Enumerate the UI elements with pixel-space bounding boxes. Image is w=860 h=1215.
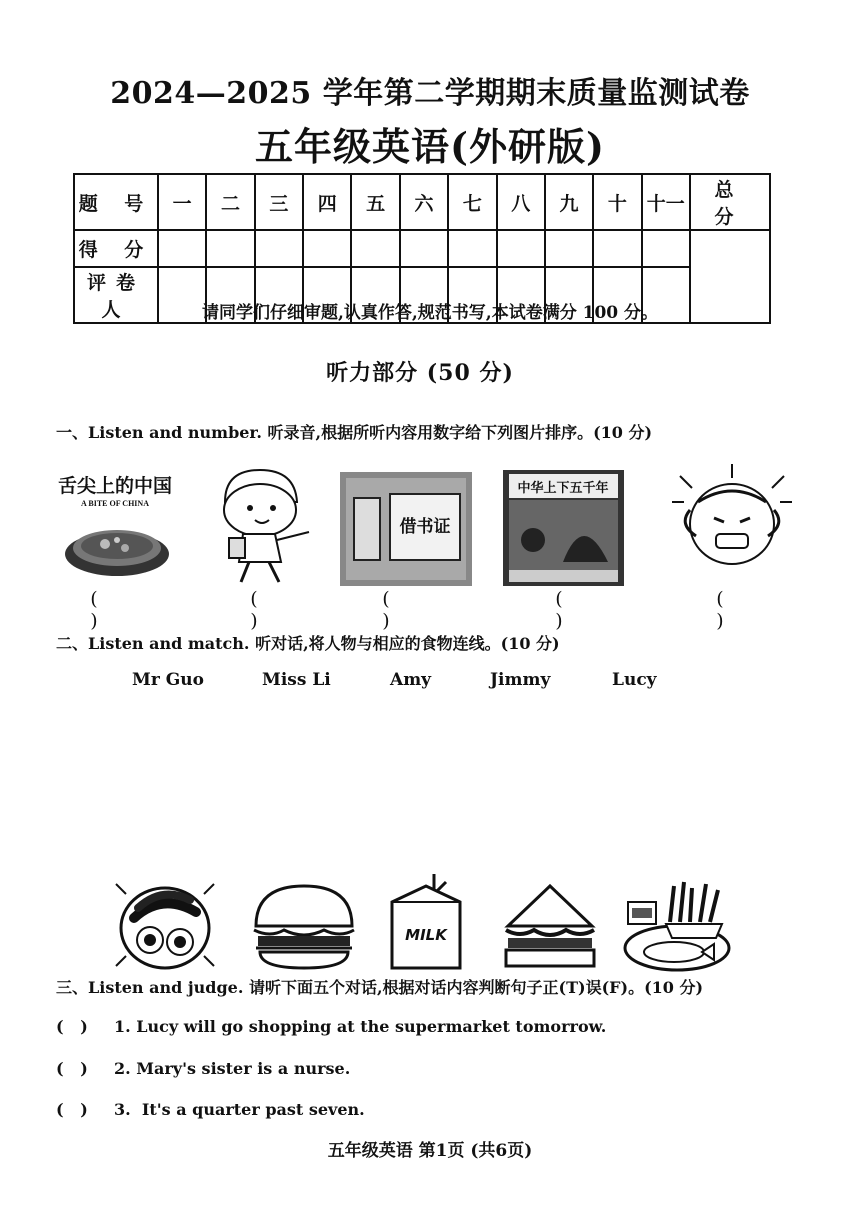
person-lucy[interactable]: Lucy (612, 670, 657, 690)
judge-blank-2[interactable]: ( ) (56, 1059, 88, 1078)
page-footer: 五年级英语 第1页 (共6页) (327, 1141, 533, 1161)
judge-text-1: 1. Lucy will go shopping at the supermarket tomorrow. (114, 1017, 607, 1036)
col-9: 九 (545, 174, 593, 230)
col-8: 八 (497, 174, 545, 230)
q1-instruction: 一、Listen and number. 听录音,根据所听内容用数字给下列图片排序。(10 分) (56, 423, 653, 442)
milk-carton-icon[interactable] (388, 872, 464, 972)
listening-section-title: 听力部分 (50 分) (326, 360, 514, 386)
documentary-caption: 舌尖上的中国 (57, 475, 173, 497)
score-cell[interactable] (593, 230, 641, 267)
col-11: 十一 (642, 174, 690, 230)
milk-label: MILK (405, 926, 447, 944)
col-6: 六 (400, 174, 448, 230)
score-cell[interactable] (448, 230, 496, 267)
judge-item-2 (56, 1059, 350, 1078)
exam-title: 2024—2025 学年第二学期期末质量监测试卷 (110, 76, 750, 111)
person-jimmy[interactable]: Jimmy (490, 670, 551, 690)
food-documentary-icon (55, 462, 180, 584)
score-cell[interactable] (303, 230, 351, 267)
judge-item-3 (56, 1100, 365, 1119)
row-label-grader: 评卷人 (74, 267, 158, 323)
col-4: 四 (303, 174, 351, 230)
person-amy[interactable]: Amy (390, 670, 432, 690)
score-cell[interactable] (255, 230, 303, 267)
q1-answer-blank-2[interactable]: ( ) (250, 588, 276, 632)
judge-item-1 (56, 1017, 606, 1036)
score-cell[interactable] (642, 230, 690, 267)
exam-notice: 请同学们仔细审题,认真作答,规范书写,本试卷满分 100 分。 (201, 303, 659, 323)
score-cell[interactable] (545, 230, 593, 267)
score-cell[interactable] (206, 230, 254, 267)
score-cell[interactable] (351, 230, 399, 267)
q1-answer-blank-3[interactable]: ( ) (382, 588, 408, 632)
sausage-egg-plate-icon[interactable] (112, 878, 218, 973)
col-5: 五 (351, 174, 399, 230)
sandwich-icon[interactable] (500, 880, 600, 972)
q1-answer-blank-1[interactable]: ( ) (90, 588, 116, 632)
score-cell[interactable] (158, 230, 206, 267)
hamburger-icon[interactable] (250, 882, 358, 972)
q2-instruction: 二、Listen and match. 听对话,将人物与相应的食物连线。(10 分) (56, 634, 560, 653)
score-cell[interactable] (497, 230, 545, 267)
library-card-icon (340, 472, 472, 586)
judge-text-3: 3. It's a quarter past seven. (114, 1100, 365, 1119)
score-cell[interactable] (400, 230, 448, 267)
col-1: 一 (158, 174, 206, 230)
col-3: 三 (255, 174, 303, 230)
fish-and-chips-icon[interactable] (622, 880, 732, 975)
row-label-score: 得 分 (74, 230, 158, 267)
q1-answer-blank-4[interactable]: ( ) (555, 588, 581, 632)
judge-blank-3[interactable]: ( ) (56, 1100, 88, 1119)
row-label-number: 题 号 (74, 174, 158, 230)
library-card-caption: 借书证 (399, 517, 451, 537)
col-10: 十 (593, 174, 641, 230)
exam-subtitle: 五年级英语(外研版) (255, 124, 605, 169)
judge-text-2: 2. Mary's sister is a nurse. (114, 1059, 351, 1078)
q1-answer-blank-5[interactable]: ( ) (716, 588, 742, 632)
headache-face-icon (670, 462, 795, 584)
running-boy-icon (205, 462, 315, 587)
col-2: 二 (206, 174, 254, 230)
judge-blank-1[interactable]: ( ) (56, 1017, 88, 1036)
book-title: 中华上下五千年 (517, 481, 609, 496)
book-cover-icon (503, 470, 624, 586)
person-mr-guo[interactable]: Mr Guo (132, 670, 204, 690)
col-7: 七 (448, 174, 496, 230)
score-row-scores (74, 230, 770, 267)
person-miss-li[interactable]: Miss Li (262, 670, 331, 690)
q3-instruction: 三、Listen and judge. 请听下面五个对话,根据对话内容判断句子正(T)误(F)。(10 分) (56, 978, 704, 997)
score-row-numbers (74, 174, 770, 230)
documentary-caption-en: A BITE OF CHINA (81, 499, 149, 508)
total-label: 总 分 (690, 174, 770, 230)
